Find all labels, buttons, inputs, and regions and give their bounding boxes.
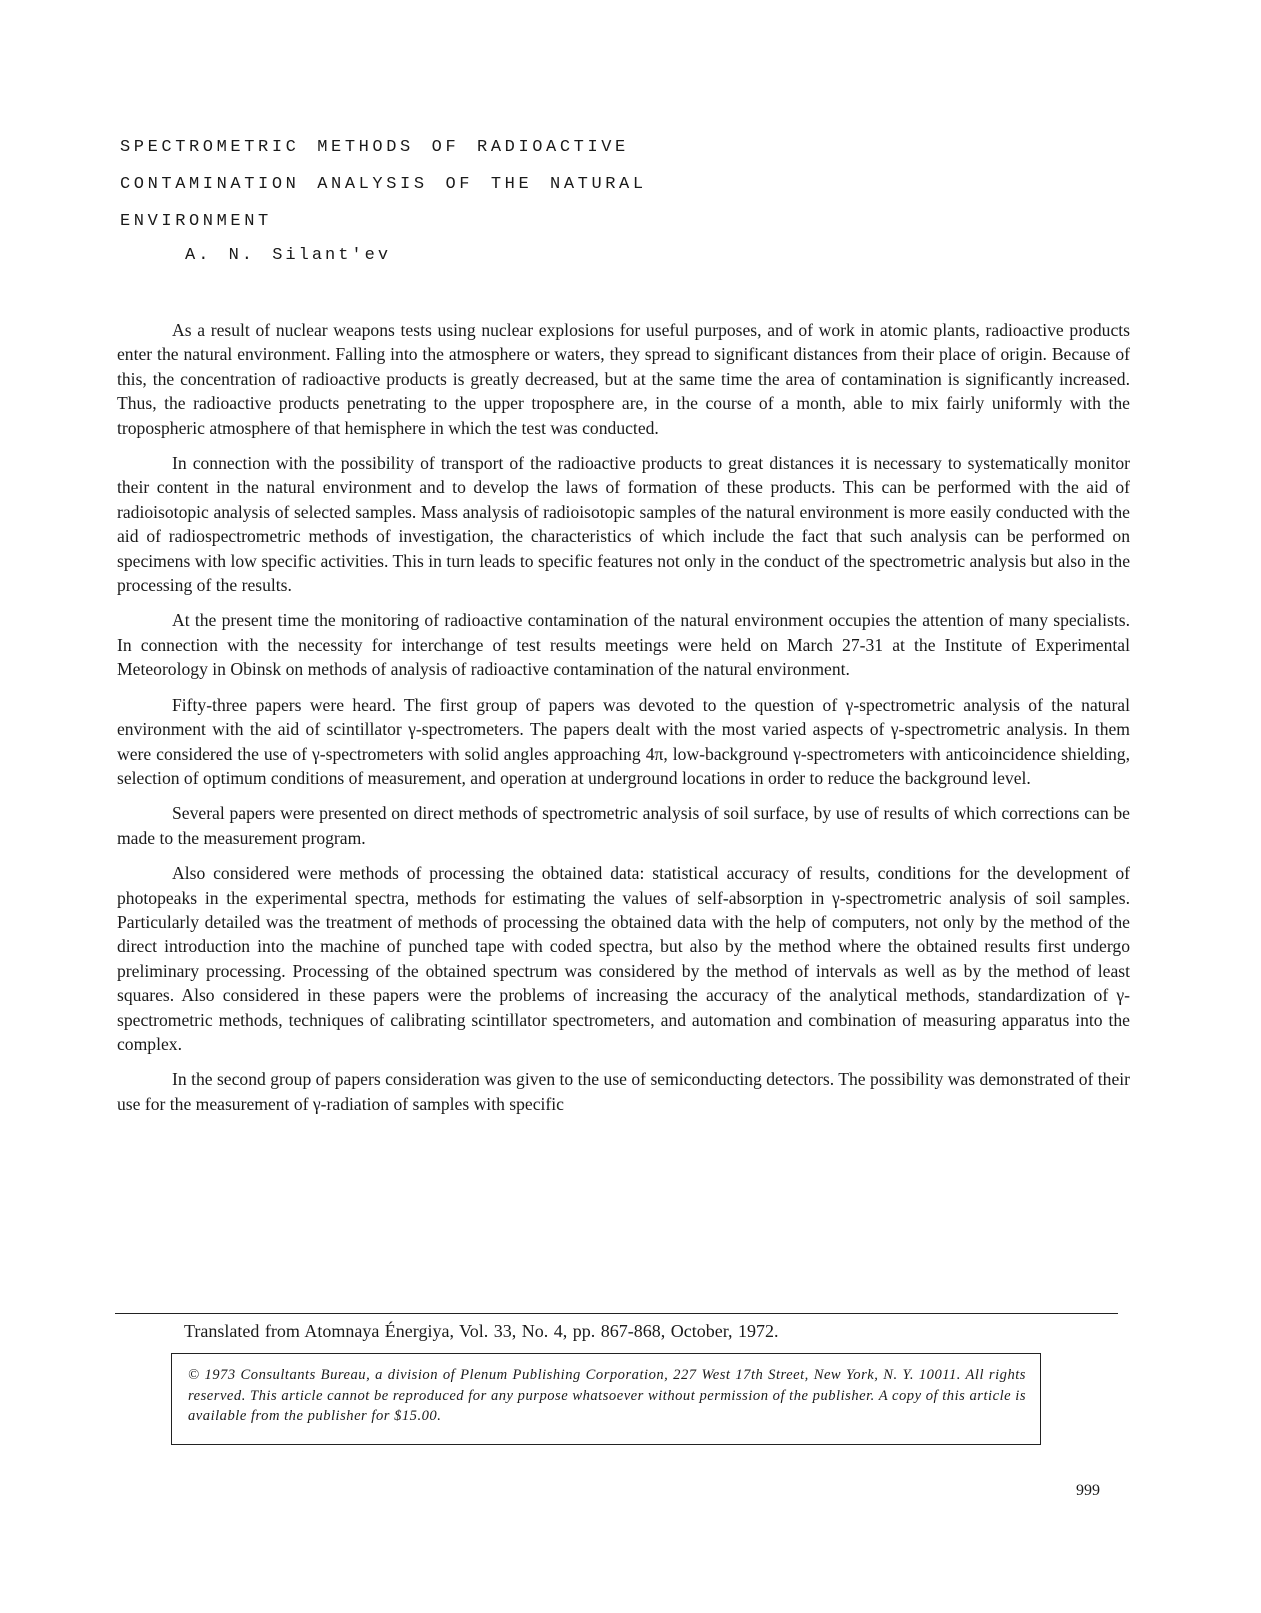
body-paragraph: At the present time the monitoring of radioactive contamination of the natural environment occupies the attention of many specialists. In connection with the necessity for interchange of test results meetings were held on March 27-31 at the Institute of Experimental Meteorology in Obinsk on methods of analysis of radioactive contamination of the natural environment.: [117, 610, 1130, 680]
title-line-2: CONTAMINATION ANALYSIS OF THE NATURAL: [120, 175, 647, 194]
copyright-text: © 1973 Consultants Bureau, a division of Plenum Publishing Corporation, 227 West 17th Street, New York, N. Y. 10011. All rights reserved. This article cannot be reproduced for any purpose whatsoever without permission of the publisher. A copy of this article is available from the publisher for $15.00.: [188, 1367, 1026, 1424]
article-body: [117, 318, 1130, 1127]
translation-note: Translated from Atomnaya Énergiya, Vol. 33, No. 4, pp. 867-868, October, 1972.: [184, 1321, 779, 1341]
copyright-notice-box: [171, 1353, 1041, 1445]
body-paragraph: As a result of nuclear weapons tests using nuclear explosions for useful purposes, and of work in atomic plants, radioactive products enter the natural environment. Falling into the atmosphere or waters, they spread to significant distances from their place of origin. Because of this, the concentration of radioactive products is greatly decreased, but at the same time the area of contamination is significantly increased. Thus, the radioactive products penetrating to the upper troposphere are, in the course of a month, able to mix fairly uniformly with the tropospheric atmosphere of that hemisphere in which the test was conducted.: [117, 320, 1130, 438]
author-name: A. N. Silant'ev: [185, 246, 392, 265]
body-paragraph: Fifty-three papers were heard. The first group of papers was devoted to the question of γ-spectrometric analysis of the natural environment with the aid of scintillator γ-spectrometers. The papers dealt with the most varied aspects of γ-spectrometric analysis. In them were considered the use of γ-spectrometers with solid angles approaching 4π, low-background γ-spectrometers with anticoincidence shielding, selection of optimum conditions of measurement, and operation at underground locations in order to reduce the background level.: [117, 694, 1130, 788]
article-title: [120, 129, 647, 240]
body-paragraph: Several papers were presented on direct methods of spectrometric analysis of soil surface, by use of results of which corrections can be made to the measurement program.: [117, 803, 1130, 848]
title-line-1: SPECTROMETRIC METHODS OF RADIOACTIVE: [120, 138, 629, 157]
page-number: 999: [1076, 1482, 1100, 1499]
body-paragraph: Also considered were methods of processing the obtained data: statistical accuracy of results, conditions for the development of photopeaks in the experimental spectra, methods for estimating the values of self-absorption in γ-spectrometric analysis of soil samples. Particularly detailed was the treatment of methods of processing the obtained data with the help of computers, not only by the method of the direct introduction into the machine of punched tape with coded spectra, but also by the method where the obtained results first undergo preliminary processing. Processing of the obtained spectrum was considered by the method of intervals as well as by the method of least squares. Also considered in these papers were the problems of increasing the accuracy of the analytical methods, standardization of γ-spectrometric methods, techniques of calibrating scintillator spectrometers, and automation and combination of measuring apparatus into the complex.: [117, 863, 1130, 1054]
body-paragraph: In the second group of papers consideration was given to the use of semiconducting detectors. The possibility was demonstrated of their use for the measurement of γ-radiation of samples with specific: [117, 1069, 1130, 1114]
footnote-divider: [115, 1313, 1118, 1314]
title-line-3: ENVIRONMENT: [120, 212, 272, 231]
body-paragraph: In connection with the possibility of transport of the radioactive products to great distances it is necessary to systematically monitor their content in the natural environment and to develop the laws of formation of these products. This can be performed with the aid of radioisotopic analysis of selected samples. Mass analysis of radioisotopic samples of the natural environment is more easily conducted with the aid of radiospectrometric methods of investigation, the characteristics of which include the fact that such analysis can be performed on specimens with low specific activities. This in turn leads to specific features not only in the conduct of the spectrometric analysis but also in the processing of the results.: [117, 453, 1130, 596]
